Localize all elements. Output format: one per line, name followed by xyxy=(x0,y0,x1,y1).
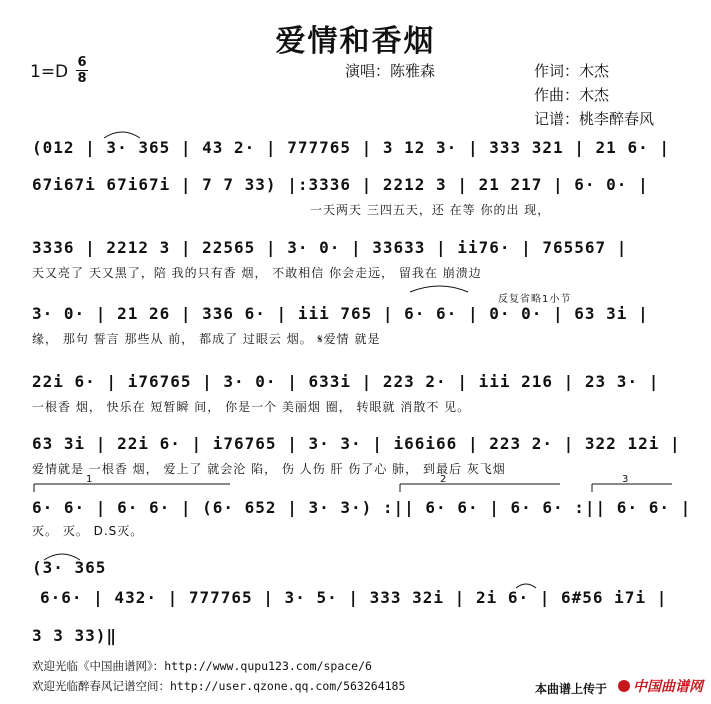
notation-row-9: 6·6· | 432· | 777765 | 3· 5· | 333 32i | 2i 6· | 6#56 i7i | xyxy=(40,588,668,607)
time-signature-top: 6 xyxy=(77,55,87,70)
transcriber-credit: 记谱：桃李醉春风 xyxy=(534,110,655,128)
notation-row-5: 22i 6· | i76765 | 3· 0· | 633i | 223 2· | iii 216 | 23 3· | xyxy=(32,372,660,391)
site-logo xyxy=(618,676,703,696)
volta-label: 3 xyxy=(622,474,629,485)
volta-label: 2 xyxy=(440,474,447,485)
repeat-annotation: 反复省略1小节 xyxy=(498,294,572,305)
notation-row-4: 3· 0· | 21 26 | 336 6· | iii 765 | 6· 6· | 0· 0· | 63 3i | xyxy=(32,304,649,323)
footer-line-1: 欢迎光临《中国曲谱网》：http://www.qupu123.com/space/6 xyxy=(32,659,372,673)
notation-row-8: (3· 365 xyxy=(32,558,107,577)
notation-row-10: 3 3 33)‖ xyxy=(32,626,118,645)
lyricist-credit: 作词：木杰 xyxy=(534,62,610,80)
lyric-row-5: 一根香 烟， 快乐在 短暂瞬 间， 你是一个 美丽烟 圈， 转眼就 消散不 见。 xyxy=(32,400,471,414)
notation-row-7: 6· 6· | 6· 6· | (6· 652 | 3· 3·) :|| 6· 6· | 6· 6· :|| 6· 6· | xyxy=(32,498,692,517)
lyric-row-2: 一天两天 三四五天，还 在等 你的出 现， xyxy=(310,203,551,217)
time-signature-bottom: 8 xyxy=(77,71,87,86)
logo-text: 中国曲谱网 xyxy=(633,679,703,695)
slur-mark xyxy=(410,286,468,292)
score-title: 爱情和香烟 xyxy=(275,24,436,59)
logo-icon xyxy=(618,680,630,692)
notation-row-6: 63 3i | 22i 6· | i76765 | 3· 3· | i66i66 | 223 2· | 322 12i | xyxy=(32,434,681,453)
lyric-row-4: 缘， 那句 誓言 那些从 前， 都成了 过眼云 烟。 𝄋爱情 就是 xyxy=(32,332,381,346)
notation-row-3: 3336 | 2212 3 | 22565 | 3· 0· | 33633 | ii76· | 765567 | xyxy=(32,238,628,257)
lyric-row-7: 灭。 灭。 D.S灭。 xyxy=(32,524,144,538)
singer-credit: 演唱：陈雅森 xyxy=(345,62,436,80)
footer-line-2: 欢迎光临醉春风记谱空间：http://user.qzone.qq.com/563264185 xyxy=(32,679,406,693)
composer-credit: 作曲：木杰 xyxy=(534,86,610,104)
upload-note: 本曲谱上传于 xyxy=(534,682,607,696)
slur-mark xyxy=(516,584,536,588)
volta-label: 1 xyxy=(86,474,93,485)
notation-row-2: 67i67i 67i67i | 7 7 33) |:3336 | 2212 3 | 21 217 | 6· 0· | xyxy=(32,175,649,194)
slur-mark xyxy=(44,554,80,560)
notation-row-1: (012 | 3· 365 | 43 2· | 777765 | 3 12 3· | 333 321 | 21 6· | xyxy=(32,138,670,157)
lyric-row-6: 爱情就是 一根香 烟， 爱上了 就会沦 陷， 伤 人伤 肝 伤了心 肺， 到最后 灰飞烟 xyxy=(32,462,506,476)
key-signature: 1=D xyxy=(30,62,69,82)
lyric-row-3: 天又亮了 天又黑了，陪 我的只有香 烟， 不敢相信 你会走远， 留我在 崩溃边 xyxy=(32,266,482,280)
slur-mark xyxy=(104,132,140,138)
